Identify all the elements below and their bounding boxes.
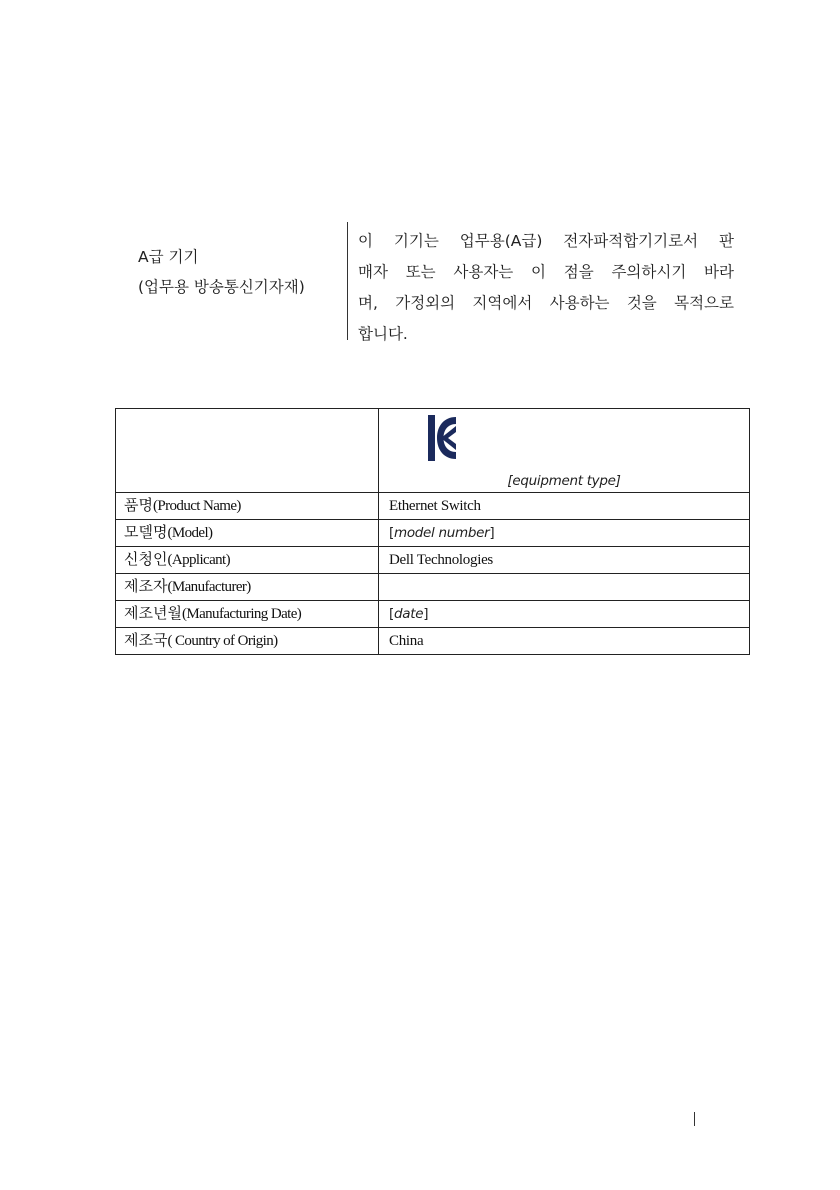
- manufacturer-label: 제조자(Manufacturer): [116, 574, 379, 601]
- warning-line-3: 며, 가정외의 지역에서 사용하는 것을 목적으로: [358, 294, 734, 312]
- country-of-origin-value: China: [379, 628, 750, 655]
- kc-header-logo-cell: [379, 409, 750, 493]
- applicant-label: 신청인(Applicant): [116, 547, 379, 574]
- kc-mark-icon: [426, 413, 458, 463]
- applicant-value: Dell Technologies: [379, 547, 750, 574]
- warning-line-1: 이 기기는 업무용(A급) 전자파적합기기로서 판: [358, 232, 734, 250]
- product-name-value: Ethernet Switch: [379, 493, 750, 520]
- table-row: [116, 628, 750, 655]
- class-a-subtitle: (업무용 방송통신기자재): [138, 278, 305, 296]
- notice-divider: [347, 222, 348, 340]
- product-name-label: 품명(Product Name): [116, 493, 379, 520]
- class-a-heading: [138, 242, 343, 302]
- model-label: 모델명(Model): [116, 520, 379, 547]
- manufacturer-value: [379, 574, 750, 601]
- kc-header-empty-cell: [116, 409, 379, 493]
- manufacturing-date-value: [date]: [379, 601, 750, 628]
- table-row: [116, 547, 750, 574]
- table-row: [116, 493, 750, 520]
- kc-certification-table: [115, 408, 750, 655]
- class-a-title: A급 기기: [138, 248, 199, 266]
- kc-header-row: [116, 409, 750, 493]
- class-a-warning-text: [358, 226, 734, 350]
- table-row: [116, 601, 750, 628]
- warning-line-2: 매자 또는 사용자는 이 점을 주의하시기 바라: [358, 263, 734, 281]
- table-row: [116, 520, 750, 547]
- warning-line-4: 합니다.: [358, 325, 408, 343]
- table-row: [116, 574, 750, 601]
- manufacturing-date-label: 제조년월(Manufacturing Date): [116, 601, 379, 628]
- emc-class-a-notice: [138, 222, 738, 343]
- country-of-origin-label: 제조국( Country of Origin): [116, 628, 379, 655]
- model-value: [model number]: [379, 520, 750, 547]
- equipment-type-placeholder: [equipment type]: [507, 473, 621, 489]
- page-number-divider: [694, 1112, 695, 1126]
